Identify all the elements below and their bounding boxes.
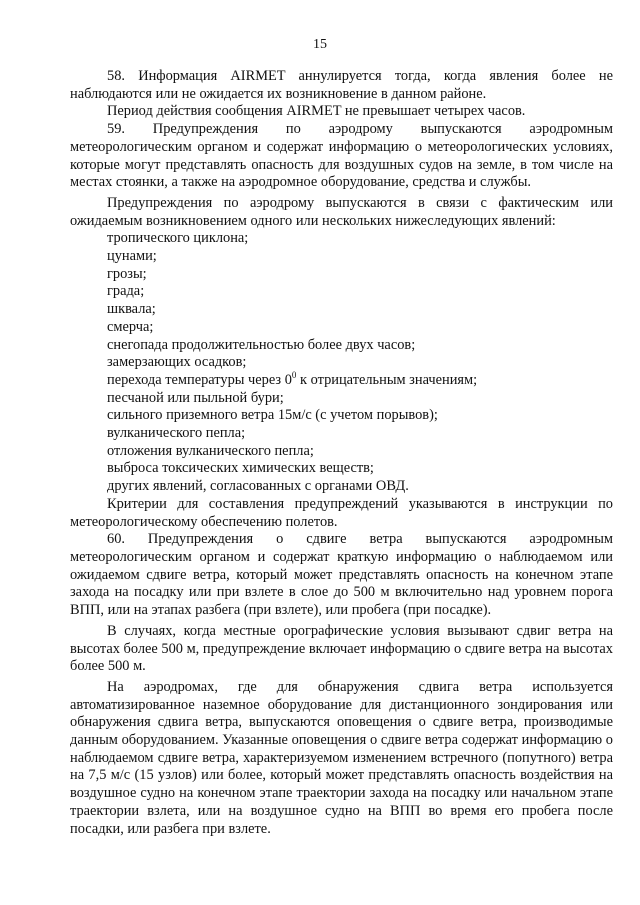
paragraph-58: 58. Информация AIRMET аннулируется тогда, когда явления более не наблюдаются или не ожидается их возникновение в данном районе. [70, 68, 613, 102]
list-item: града; [107, 283, 145, 300]
list-item: тропического циклона; [107, 230, 249, 247]
list-item: других явлений, согласованных с органами ОВД. [107, 478, 409, 495]
list-item: отложения вулканического пепла; [107, 442, 314, 459]
temperature-text-rest: к отрицательным значениям; [296, 371, 478, 388]
list-item: песчаной или пыльной бури; [107, 389, 284, 406]
list-item: сильного приземного ветра 15м/с (с учетом порывов); [107, 407, 438, 424]
list-item: снегопада продолжительностью более двух часов; [107, 336, 416, 353]
paragraph-phenomena-intro: Предупреждения по аэродрому выпускаются в связи с фактическим или ожидаемым возникновением одного или нескольких нижеследующих явлений: [70, 194, 613, 229]
paragraph-aerodrome-alerts: На аэродромах, где для обнаружения сдвига ветра используется автоматизированное наземное оборудование для дистанционного зондирования или обнаружения сдвига ветра, выпускаются оповещения о сдвиге ветра, производимые данным оборудованием. Указанные оповещения о сдвиге ветра содержат информацию о наблюдаемом сдвиге ветра, характеризуемом изменением встречного (попутного) ветра на 7,5 м/с (15 узлов) или более, который может представлять опасность воздействия на воздушное судно на конечном этапе траектории захода на посадку или начальном этапе траектории взлета, или на воздушное судно на ВПП во время его пробега после посадки, или разбега при взлете. [70, 678, 613, 837]
paragraph-59: 59. Предупреждения по аэродрому выпускаются аэродромным метеорологическим органом и содержат информацию о метеорологических условиях, которые могут представлять опасность для воздушных судов на земле, в том числе на местах стоянки, а также на аэродромное оборудование, средства и службы. [70, 121, 613, 191]
paragraph-orographic: В случаях, когда местные орографические условия вызывают сдвиг ветра на высотах более 500 м, предупреждение включает информацию о сдвиге ветра на высотах более 500 м. [70, 622, 613, 675]
paragraph-criteria: Критерии для составления предупреждений указываются в инструкции по метеорологическому обеспечению полетов. [70, 495, 613, 530]
paragraph-60: 60. Предупреждения о сдвиге ветра выпускаются аэродромным метеорологическим органом и содержат краткую информацию о наблюдаемом или ожидаемом сдвиге ветра, который может представлять опасность на конечном этапе захода на посадку или при взлете в слое до 500 м включительно над уровнем порога ВПП, или на этапах разбега (при взлете), или пробега (при посадке). [70, 531, 613, 619]
phenomena-list [70, 230, 613, 496]
list-item [70, 369, 613, 390]
list-item: смерча; [107, 318, 154, 335]
list-item: цунами; [107, 248, 157, 265]
paragraph-airmet-period: Период действия сообщения AIRMET не превышает четырех часов. [107, 103, 526, 120]
page-number: 15 [313, 37, 327, 52]
list-item: вулканического пепла; [107, 425, 246, 442]
list-item: выброса токсических химических веществ; [107, 460, 374, 477]
list-item: замерзающих осадков; [107, 354, 247, 371]
list-item: шквала; [107, 301, 156, 318]
document-body [70, 68, 613, 838]
degree-superscript: 0 [291, 369, 297, 380]
list-item: грозы; [107, 265, 147, 282]
temperature-text: перехода температуры через 0 [107, 371, 292, 388]
